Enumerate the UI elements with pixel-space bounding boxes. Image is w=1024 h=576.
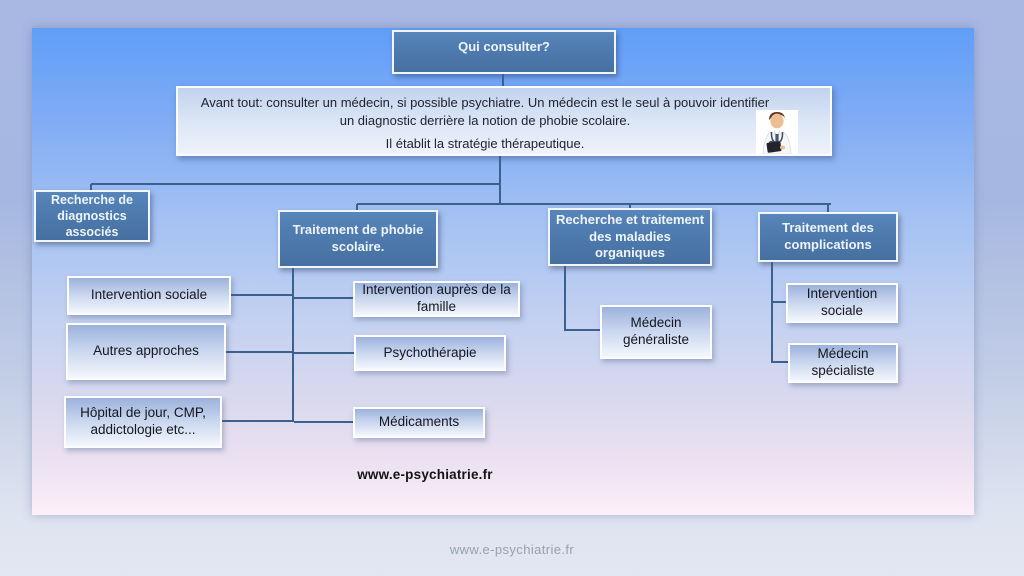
branch-box-organic <box>548 208 712 266</box>
branch-label-phobia: Traitement de phobie scolaire. <box>292 222 424 254</box>
intro-box <box>176 86 832 156</box>
root-box-qui-consulter <box>392 30 616 74</box>
connector-rail-left <box>91 183 501 185</box>
child-label: Médecin généraliste <box>622 315 690 347</box>
connector-left-child-1 <box>231 294 292 296</box>
child-label: Intervention sociale <box>90 287 208 303</box>
child-box-intervention-sociale <box>67 276 231 315</box>
branch-box-complications <box>758 212 898 262</box>
footer-site-label: www.e-psychiatrie.fr <box>357 467 493 482</box>
doctor-icon <box>756 110 798 154</box>
child-box-medecin-specialiste <box>788 343 898 383</box>
connector-phobia-child-1 <box>294 297 353 299</box>
connector-left-child-3 <box>222 420 292 422</box>
connector-root-intro <box>502 74 504 86</box>
child-label: Médecin spécialiste <box>811 346 875 378</box>
connector-phobia-child-3 <box>294 421 353 423</box>
connector-complications-child-1 <box>771 301 787 303</box>
branch-label-organic: Recherche et traitement des maladies organiques <box>555 211 705 261</box>
child-label: Hôpital de jour, CMP, addictologie etc... <box>80 405 206 437</box>
child-label: Intervention sociale <box>806 286 878 318</box>
child-label: Psychothérapie <box>383 344 477 360</box>
branch-label-diagnostics: Recherche de diagnostics associés <box>51 192 133 240</box>
connector-rail-branches <box>357 203 831 205</box>
connector-phobia-child-2 <box>294 352 354 354</box>
branch-label-complications: Traitement des complications <box>782 220 874 252</box>
child-label: Autres approches <box>93 343 199 359</box>
child-box-intervention-sociale-2 <box>786 283 898 323</box>
intro-paragraph-1: Avant tout: consulter un médecin, si possible psychiatre. Un médecin est le seul à pouvoir identifier un diagnostic derrière la notion de phobie scolaire. <box>200 95 770 129</box>
child-box-medicaments <box>353 407 485 438</box>
child-box-intervention-famille <box>353 281 520 317</box>
connector-left-child-2 <box>226 351 292 353</box>
watermark-url: www.e-psychiatrie.fr <box>449 542 575 557</box>
connector-main-trunk <box>499 156 501 205</box>
child-box-psychotherapie <box>354 335 506 371</box>
root-title: Qui consulter? <box>458 39 550 54</box>
child-box-hopital-de-jour <box>64 396 222 448</box>
connector-phobia-trunk <box>292 268 294 422</box>
child-box-autres-approches <box>66 323 226 380</box>
connector-complications-trunk <box>771 262 773 363</box>
intro-paragraph-2: Il établit la stratégie thérapeutique. <box>385 136 585 152</box>
connector-organic-trunk <box>564 266 566 331</box>
child-label: Médicaments <box>378 414 460 430</box>
slide-background <box>32 28 974 515</box>
branch-box-phobia <box>278 210 438 268</box>
connector-organic-child <box>564 329 602 331</box>
child-box-medecin-generaliste <box>600 305 712 359</box>
connector-complications-child-2 <box>771 361 789 363</box>
child-label: Intervention auprès de la famille <box>362 282 511 314</box>
branch-box-diagnostics <box>34 190 150 242</box>
